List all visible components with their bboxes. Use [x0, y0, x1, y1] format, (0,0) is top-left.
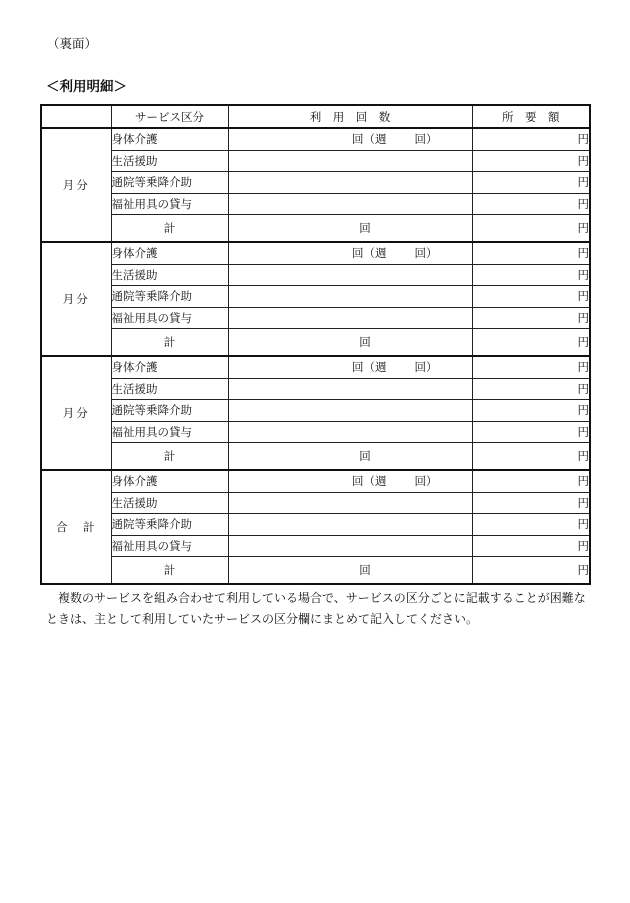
amount-cell[interactable]: 円 — [472, 492, 590, 514]
total-count-cell[interactable] — [228, 329, 472, 357]
amount-cell[interactable]: 円 — [472, 264, 590, 286]
service-row — [41, 378, 590, 400]
total-count-text: 回 — [359, 335, 371, 349]
service-row — [41, 264, 590, 286]
service-row — [41, 128, 590, 150]
service-row — [41, 193, 590, 215]
count-times-label: 回（週 — [352, 132, 387, 147]
usage-count-cell[interactable] — [228, 514, 472, 536]
total-count-text: 回 — [359, 563, 371, 577]
period-group — [41, 128, 590, 242]
count-times-label: 回（週 — [352, 474, 387, 489]
usage-count-cell[interactable] — [228, 356, 472, 378]
total-count-cell[interactable] — [228, 215, 472, 243]
usage-count-cell[interactable] — [228, 193, 472, 215]
total-amount-cell[interactable]: 円 — [472, 443, 590, 471]
header-usage-count: 利 用 回 数 — [228, 105, 472, 128]
usage-count-cell[interactable] — [228, 421, 472, 443]
total-row — [41, 329, 590, 357]
period-label: 合 計 — [41, 470, 111, 584]
amount-cell[interactable]: 円 — [472, 514, 590, 536]
usage-count-cell[interactable] — [228, 492, 472, 514]
usage-count-cell[interactable] — [228, 242, 472, 264]
service-row — [41, 535, 590, 557]
amount-cell[interactable]: 円 — [472, 421, 590, 443]
usage-count-cell[interactable] — [228, 307, 472, 329]
usage-count-cell[interactable] — [228, 264, 472, 286]
service-row — [41, 421, 590, 443]
count-weekly-label: 回） — [414, 474, 438, 489]
service-name: 生活援助 — [111, 378, 228, 400]
total-label: 計 — [111, 329, 228, 357]
usage-count-cell[interactable] — [228, 378, 472, 400]
usage-count-cell[interactable] — [228, 172, 472, 194]
usage-count-cell[interactable] — [228, 470, 472, 492]
total-amount-cell[interactable]: 円 — [472, 215, 590, 243]
service-name: 福祉用具の貸与 — [111, 535, 228, 557]
service-name: 通院等乗降介助 — [111, 172, 228, 194]
amount-cell[interactable]: 円 — [472, 242, 590, 264]
service-row — [41, 150, 590, 172]
amount-cell[interactable]: 円 — [472, 400, 590, 422]
service-row — [41, 400, 590, 422]
count-times-label: 回（週 — [352, 246, 387, 261]
count-weekly-label: 回） — [414, 246, 438, 261]
header-service-category: サービス区分 — [111, 105, 228, 128]
service-name: 通院等乗降介助 — [111, 400, 228, 422]
amount-cell[interactable]: 円 — [472, 535, 590, 557]
usage-count-text — [229, 131, 472, 147]
service-row — [41, 514, 590, 536]
section-title: ＜利用明細＞ — [46, 79, 127, 95]
service-name: 生活援助 — [111, 264, 228, 286]
total-row — [41, 443, 590, 471]
service-name: 身体介護 — [111, 128, 228, 150]
service-row — [41, 242, 590, 264]
amount-cell[interactable]: 円 — [472, 378, 590, 400]
amount-cell[interactable]: 円 — [472, 172, 590, 194]
service-name: 生活援助 — [111, 492, 228, 514]
service-name: 福祉用具の貸与 — [111, 193, 228, 215]
total-row — [41, 215, 590, 243]
service-row — [41, 172, 590, 194]
total-count-text: 回 — [359, 449, 371, 463]
service-row — [41, 286, 590, 308]
amount-cell[interactable]: 円 — [472, 150, 590, 172]
total-amount-cell[interactable]: 円 — [472, 557, 590, 585]
usage-count-text — [229, 245, 472, 261]
total-row — [41, 557, 590, 585]
total-label: 計 — [111, 215, 228, 243]
total-count-text: 回 — [359, 221, 371, 235]
amount-cell[interactable]: 円 — [472, 128, 590, 150]
service-name: 福祉用具の貸与 — [111, 421, 228, 443]
usage-count-cell[interactable] — [228, 286, 472, 308]
total-label: 計 — [111, 443, 228, 471]
page-side-label: （裏面） — [47, 36, 98, 51]
period-group — [41, 242, 590, 356]
usage-count-cell[interactable] — [228, 400, 472, 422]
service-name: 身体介護 — [111, 356, 228, 378]
total-count-cell[interactable] — [228, 443, 472, 471]
usage-count-text — [229, 473, 472, 489]
total-count-cell[interactable] — [228, 557, 472, 585]
service-name: 生活援助 — [111, 150, 228, 172]
service-name: 福祉用具の貸与 — [111, 307, 228, 329]
period-label: 月分 — [41, 356, 111, 470]
header-blank — [41, 105, 111, 128]
service-row — [41, 307, 590, 329]
count-weekly-label: 回） — [414, 132, 438, 147]
header-required-amount: 所 要 額 — [472, 105, 590, 128]
period-group — [41, 470, 590, 584]
service-name: 身体介護 — [111, 470, 228, 492]
amount-cell[interactable]: 円 — [472, 193, 590, 215]
period-group — [41, 356, 590, 470]
period-label: 月分 — [41, 128, 111, 242]
period-label: 月分 — [41, 242, 111, 356]
total-amount-cell[interactable]: 円 — [472, 329, 590, 357]
usage-count-text — [229, 359, 472, 375]
service-row — [41, 356, 590, 378]
amount-cell[interactable]: 円 — [472, 286, 590, 308]
amount-cell[interactable]: 円 — [472, 356, 590, 378]
service-name: 身体介護 — [111, 242, 228, 264]
total-label: 計 — [111, 557, 228, 585]
service-name: 通院等乗降介助 — [111, 514, 228, 536]
service-name: 通院等乗降介助 — [111, 286, 228, 308]
usage-count-cell[interactable] — [228, 535, 472, 557]
usage-detail-table — [40, 104, 591, 585]
service-row — [41, 492, 590, 514]
usage-count-cell[interactable] — [228, 150, 472, 172]
service-row — [41, 470, 590, 492]
count-weekly-label: 回） — [414, 360, 438, 375]
amount-cell[interactable]: 円 — [472, 307, 590, 329]
count-times-label: 回（週 — [352, 360, 387, 375]
usage-count-cell[interactable] — [228, 128, 472, 150]
header-row — [41, 105, 590, 128]
amount-cell[interactable]: 円 — [472, 470, 590, 492]
note-text: 複数のサービスを組み合わせて利用している場合で、サービスの区分ごとに記載することが困難なときは、主として利用していたサービスの区分欄にまとめて記入してください。 — [46, 591, 586, 626]
